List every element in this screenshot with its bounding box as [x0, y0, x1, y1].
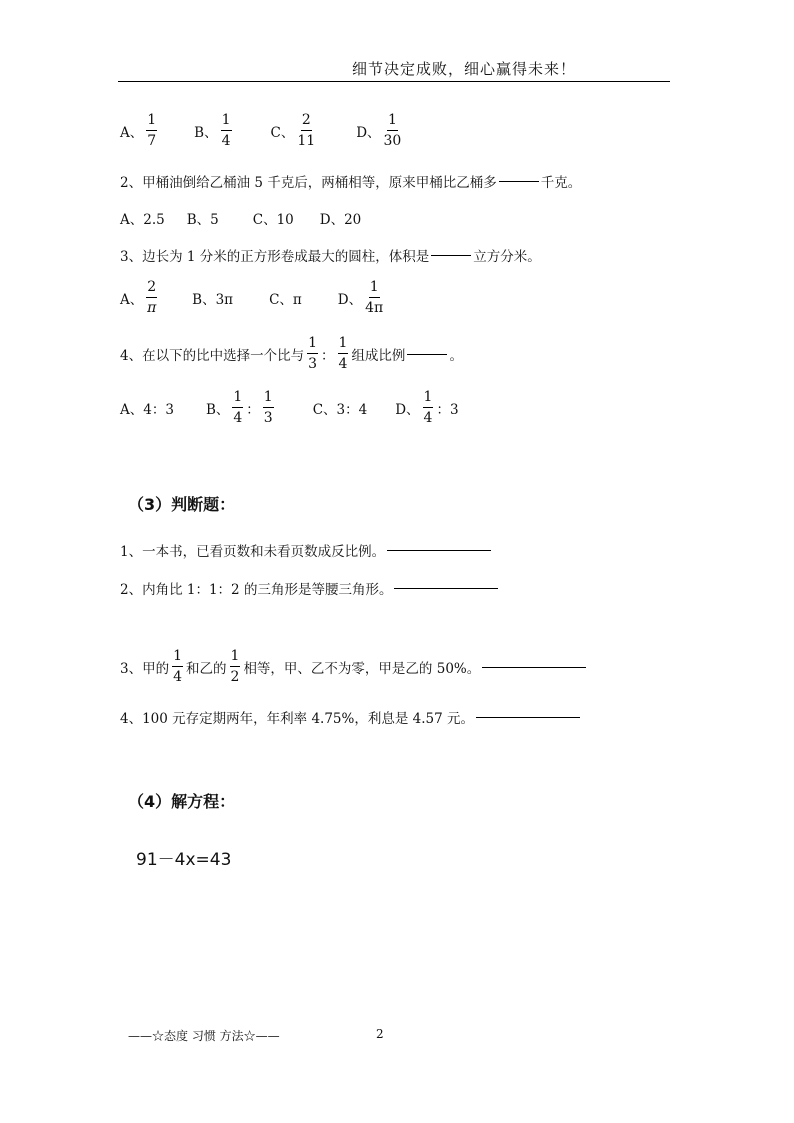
page-header-title: 细节决定成败，细心赢得未来！ [352, 60, 577, 78]
ratio-colon: ： [246, 401, 260, 418]
option-label: A、 [120, 291, 144, 308]
denominator: 4π [365, 300, 384, 316]
numerator: 1 [230, 649, 241, 667]
question-text: 4、在以下的比中选择一个比与 [120, 347, 305, 364]
question-text: 相等，甲、乙不为零，甲是乙的 50%。 [243, 660, 481, 677]
denominator: 3 [308, 356, 318, 372]
question-text: 3、甲的 [120, 660, 170, 677]
answer-blank[interactable] [476, 716, 580, 718]
numerator: 1 [387, 113, 398, 131]
option-label: C、 [270, 124, 295, 141]
section-3-heading: （3）判断题： [128, 495, 236, 514]
fraction [172, 649, 183, 684]
question-text: 4、100 元存定期两年，年利率 4.75%，利息是 4.57 元。 [120, 711, 474, 727]
judge-question-4 [120, 707, 582, 727]
fraction [221, 113, 232, 148]
question-unit: 千克。 [540, 175, 582, 191]
judge-question-1 [120, 540, 493, 560]
denominator: 4 [173, 669, 183, 685]
answer-blank[interactable] [431, 254, 471, 256]
answer-blank[interactable] [394, 587, 498, 589]
numerator: 1 [172, 649, 183, 667]
option-d [338, 280, 386, 315]
question-4 [120, 336, 463, 371]
denominator: 4 [423, 410, 433, 426]
option-d [395, 390, 458, 425]
question-period: 。 [449, 347, 463, 364]
question-text: 2、甲桶油倒给乙桶油 5 千克后，两桶相等，原来甲桶比乙桶多 [120, 175, 497, 191]
answer-blank[interactable] [407, 353, 447, 355]
option-label: D、 [337, 291, 363, 308]
numerator: 2 [146, 280, 157, 298]
option-c: C、π [269, 291, 302, 308]
denominator: 4 [221, 133, 231, 149]
denominator: 3 [263, 410, 273, 426]
denominator: π [147, 300, 157, 316]
section-4-heading: （4）解方程： [128, 792, 236, 811]
fraction [384, 113, 402, 148]
answer-blank[interactable] [482, 666, 586, 668]
option-b: B、3π [192, 291, 234, 308]
option-b [206, 390, 277, 425]
numerator: 1 [146, 113, 157, 131]
numerator: 1 [221, 113, 232, 131]
question-3-options [120, 280, 386, 315]
fraction [338, 336, 349, 371]
footer-motto: ——☆态度 习惯 方法☆—— [128, 1029, 280, 1043]
option-label: B、 [205, 401, 230, 418]
option-a: A、4：3 [120, 401, 174, 418]
option-c: C、3：4 [312, 401, 368, 418]
numerator: 2 [301, 113, 312, 131]
denominator: 4 [233, 410, 243, 426]
question-3 [120, 245, 541, 265]
ratio-colon: ： [321, 347, 335, 364]
denominator: 2 [230, 669, 240, 685]
question-2 [120, 171, 581, 191]
answer-blank[interactable] [499, 180, 539, 182]
option-a [120, 280, 160, 315]
question-text-tail: 组成比例 [351, 347, 406, 364]
ratio-tail: ：3 [436, 401, 459, 418]
option-label: A、 [120, 124, 144, 141]
option-c: C、10 [252, 212, 294, 228]
header-divider [118, 81, 670, 82]
numerator: 1 [307, 336, 318, 354]
denominator: 4 [338, 356, 348, 372]
denominator: 30 [383, 133, 402, 149]
fraction [146, 280, 157, 315]
question-unit: 立方分米。 [473, 249, 541, 265]
judge-question-2 [120, 578, 500, 598]
option-d: D、20 [319, 212, 362, 228]
question-text: 和乙的 [186, 660, 227, 677]
question-text: 1、一本书，已看页数和未看页数成反比例。 [120, 544, 386, 560]
fraction [232, 390, 243, 425]
option-d [356, 113, 404, 148]
fraction [307, 336, 318, 371]
option-a [120, 113, 160, 148]
equation: 91－4x=43 [136, 850, 232, 870]
question-4-options [120, 390, 459, 425]
option-b: B、5 [186, 212, 219, 228]
q1-options [120, 113, 404, 148]
numerator: 1 [338, 336, 349, 354]
denominator: 11 [297, 133, 316, 149]
option-label: D、 [395, 401, 420, 418]
numerator: 1 [369, 280, 380, 298]
question-2-options [120, 208, 361, 228]
fraction [423, 390, 434, 425]
numerator: 1 [232, 390, 243, 408]
fraction [365, 280, 383, 315]
option-b [194, 113, 234, 148]
question-text: 2、内角比 1：1：2 的三角形是等腰三角形。 [120, 582, 393, 598]
fraction [263, 390, 274, 425]
numerator: 1 [423, 390, 434, 408]
fraction [230, 649, 241, 684]
option-label: D、 [356, 124, 381, 141]
option-a: A、2.5 [120, 212, 165, 228]
option-c [271, 113, 319, 148]
answer-blank[interactable] [387, 549, 491, 551]
numerator: 1 [263, 390, 274, 408]
question-text: 3、边长为 1 分米的正方形卷成最大的圆柱，体积是 [120, 249, 430, 265]
denominator: 7 [147, 133, 157, 149]
page-number: 2 [376, 1027, 384, 1041]
judge-question-3 [120, 649, 588, 684]
fraction [146, 113, 157, 148]
fraction [297, 113, 315, 148]
option-label: B、 [194, 124, 218, 141]
